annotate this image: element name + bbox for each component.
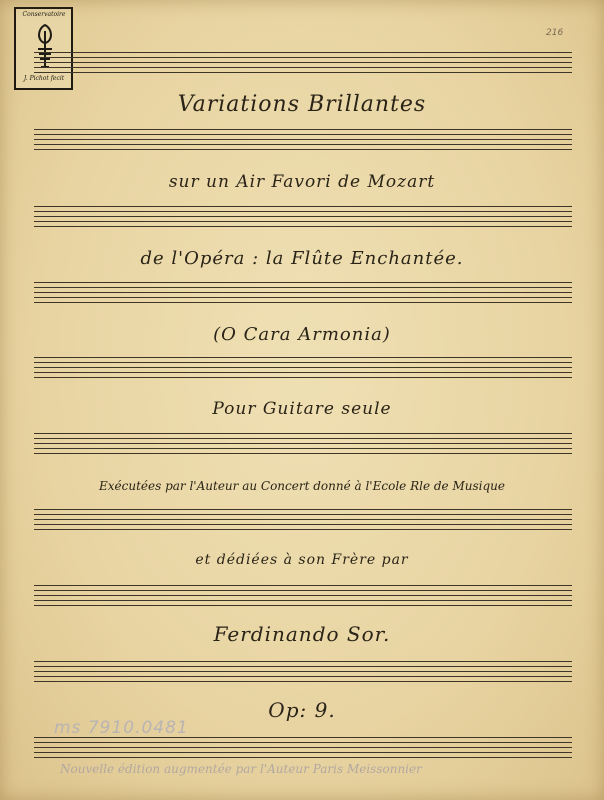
title-line-8: Ferdinando Sor. — [213, 622, 391, 646]
music-staff — [34, 206, 572, 228]
title-line-9: Op: 9. — [268, 698, 336, 722]
music-staff — [34, 357, 572, 379]
title-line-3: de l'Opéra : la Flûte Enchantée. — [140, 248, 464, 269]
stamp-top-text: Conservatoire — [22, 11, 66, 18]
stamp-bottom-text: J. Pichot fecit — [23, 75, 65, 82]
title-line-6: Exécutées par l'Auteur au Concert donné à l'Ecole Rle de Musique — [99, 479, 505, 493]
title-line-2: sur un Air Favori de Mozart — [168, 172, 436, 192]
title-line-1: Variations Brillantes — [177, 92, 427, 117]
music-staff — [34, 282, 572, 304]
music-staff — [34, 661, 572, 683]
music-staff — [34, 737, 572, 759]
music-staff — [34, 585, 572, 607]
title-line-7: et dédiées à son Frère par — [195, 552, 409, 568]
title-line-4: (O Cara Armonia) — [213, 324, 391, 345]
music-staff — [34, 509, 572, 531]
shelfmark-pencil-note: ms 7910.0481 — [54, 718, 189, 738]
faded-footnote: Nouvelle édition augmentée par l'Auteur Paris Meissonnier — [60, 762, 422, 776]
music-staff — [34, 129, 572, 151]
title-line-5: Pour Guitare seule — [212, 399, 392, 419]
page-number: 216 — [546, 28, 564, 38]
music-staff — [34, 52, 572, 74]
music-staff — [34, 433, 572, 455]
library-stamp — [14, 7, 73, 90]
